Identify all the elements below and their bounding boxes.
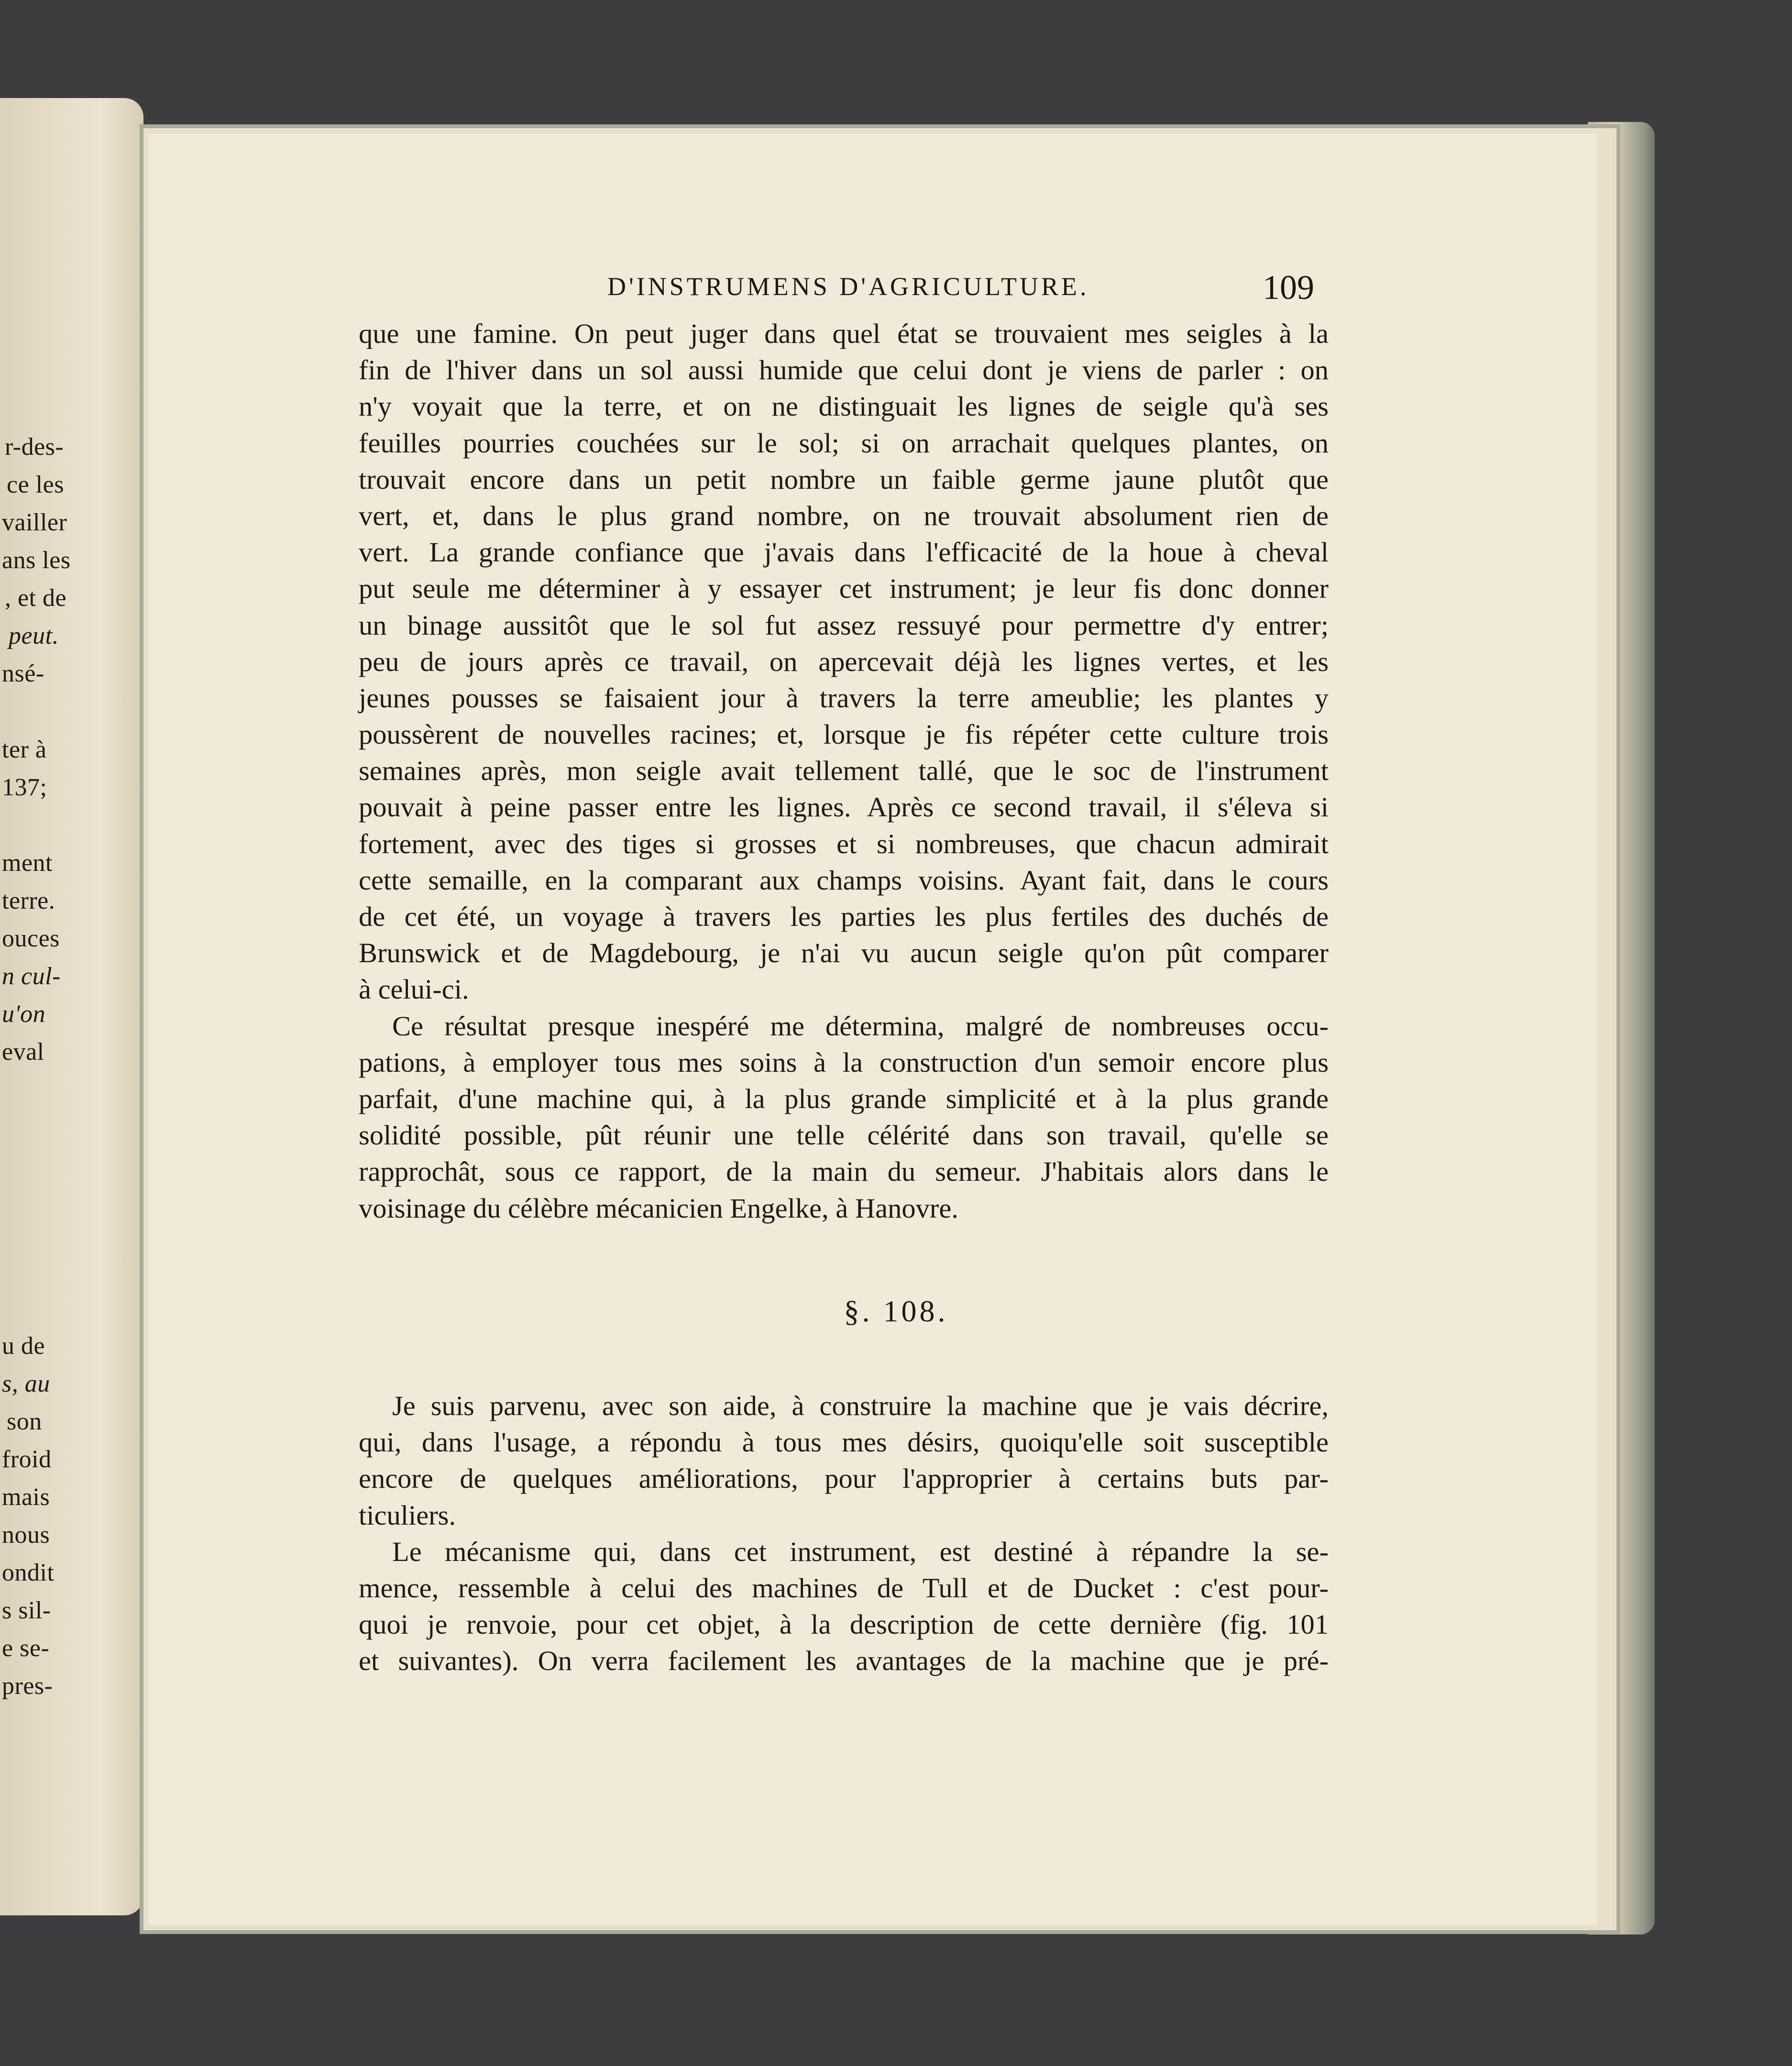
- facing-page-fragment: son: [7, 1408, 42, 1435]
- text-line: feuilles pourries couchées sur le sol; si on arrachait quelques plantes, on: [359, 427, 1329, 459]
- facing-page-fragment: ondit: [2, 1559, 55, 1586]
- text-line: jeunes pousses se faisaient jour à travers la terre ameublie; les plantes y: [359, 682, 1329, 714]
- text-line: vert. La grande confiance que j'avais dans l'efficacité de la houe à cheval: [359, 537, 1329, 568]
- text-line: de cet été, un voyage à travers les parties les plus fertiles des duchés de: [359, 901, 1329, 932]
- paragraph: [359, 1388, 1329, 1534]
- facing-page-fragment: vailler: [2, 509, 67, 536]
- running-header: D'INSTRUMENS D'AGRICULTURE.: [607, 272, 1089, 301]
- facing-page-fragment: nsé-: [2, 660, 44, 687]
- facing-page-fragment: ouces: [2, 925, 60, 952]
- text-line: solidité possible, pût réunir une telle célérité dans son travail, qu'elle se: [359, 1120, 1329, 1151]
- text-line: fortement, avec des tiges si grosses et si nombreuses, que chacun admirait: [359, 828, 1329, 859]
- facing-page-fragment: u'on: [2, 1000, 46, 1028]
- facing-page-fragment: n cul-: [2, 963, 61, 990]
- facing-page-fragment: 137;: [2, 774, 47, 801]
- text-line: n'y voyait que la terre, et on ne distinguait les lignes de seigle qu'à ses: [359, 391, 1329, 422]
- facing-page-fragment: s sil-: [2, 1597, 51, 1624]
- page-number: 109: [1263, 268, 1314, 307]
- text-line: Brunswick et de Magdebourg, je n'ai vu aucun seigle qu'on pût comparer: [359, 937, 1329, 969]
- text-line: encore de quelques améliorations, pour l'approprier à certains buts par-: [359, 1463, 1329, 1495]
- text-line: poussèrent de nouvelles racines; et, lorsque je fis répéter cette culture trois: [359, 719, 1329, 750]
- facing-page-fragment: eval: [2, 1038, 44, 1066]
- text-line: trouvait encore dans un petit nombre un faible germe jaune plutôt que: [359, 463, 1329, 495]
- facing-page-fragment: froid: [2, 1446, 52, 1473]
- facing-page-fragment: ter à: [2, 736, 47, 763]
- text-line: cette semaille, en la comparant aux champs voisins. Ayant fait, dans le cours: [359, 864, 1329, 896]
- paragraph: [359, 1008, 1329, 1227]
- text-line: quoi je renvoie, pour cet objet, à la description de cette dernière (fig. 101: [359, 1609, 1329, 1640]
- facing-page-fragment: r-des-: [5, 433, 64, 461]
- text-line: mence, ressemble à celui des machines de Tull et de Ducket : c'est pour-: [359, 1572, 1329, 1604]
- text-line: vert, et, dans le plus grand nombre, on ne trouvait absolument rien de: [359, 500, 1329, 531]
- facing-page-edge: [0, 98, 143, 1915]
- text-line: et suivantes). On verra facilement les avantages de la machine que je pré-: [359, 1645, 1329, 1677]
- facing-page-fragment: terre.: [2, 887, 55, 914]
- text-line: semaines après, mon seigle avait tellement tallé, que le soc de l'instrument: [359, 755, 1329, 787]
- facing-page-fragment: peut.: [9, 622, 59, 649]
- facing-page-fragment: , et de: [5, 584, 67, 612]
- text-line: Le mécanisme qui, dans cet instrument, est destiné à répandre la se-: [392, 1536, 1329, 1567]
- text-line: peu de jours après ce travail, on apercevait déjà les lignes vertes, et les: [359, 646, 1329, 677]
- text-line: que une famine. On peut juger dans quel état se trouvaient mes seigles à la: [359, 318, 1329, 349]
- facing-page-fragment: ment: [2, 849, 53, 877]
- facing-page-fragment: s, au: [2, 1370, 50, 1397]
- text-line: pouvait à peine passer entre les lignes. Après ce second travail, il s'éleva si: [359, 791, 1329, 823]
- text-line: voisinage du célèbre mécanicien Engelke, à Hanovre.: [359, 1192, 958, 1224]
- facing-page-fragment: mais: [2, 1484, 50, 1511]
- text-line: put seule me déterminer à y essayer cet instrument; je leur fis donc donner: [359, 573, 1329, 604]
- text-line: Je suis parvenu, avec son aide, à construire la machine que je vais décrire,: [392, 1390, 1329, 1421]
- paragraph: [359, 316, 1329, 1008]
- facing-page-fragment: u de: [2, 1332, 45, 1360]
- body-text-upper: [359, 316, 1329, 1227]
- facing-page-fragment: nous: [2, 1521, 50, 1549]
- facing-page-fragment: e se-: [2, 1635, 50, 1662]
- text-line: rapprochât, sous ce rapport, de la main du semeur. J'habitais alors dans le: [359, 1156, 1329, 1187]
- text-line: parfait, d'une machine qui, à la plus grande simplicité et à la plus grande: [359, 1083, 1329, 1114]
- text-line: à celui-ci.: [359, 974, 469, 1005]
- body-text-lower: [359, 1388, 1329, 1680]
- text-line: Ce résultat presque inespéré me détermina, malgré de nombreuses occu-: [392, 1010, 1329, 1042]
- text-line: qui, dans l'usage, a répondu à tous mes désirs, quoiqu'elle soit susceptible: [359, 1427, 1329, 1458]
- facing-page-fragment: pres-: [2, 1672, 53, 1700]
- facing-page-fragment: ans les: [2, 547, 71, 574]
- text-line: pations, à employer tous mes soins à la construction d'un semoir encore plus: [359, 1046, 1329, 1078]
- text-line: un binage aussitôt que le sol fut assez ressuyé pour permettre d'y entrer;: [359, 609, 1329, 641]
- paragraph: [359, 1534, 1329, 1680]
- text-line: fin de l'hiver dans un sol aussi humide que celui dont je viens de parler : on: [359, 354, 1329, 386]
- facing-page-fragment: ce les: [7, 471, 64, 498]
- section-heading: §. 108.: [844, 1294, 948, 1328]
- text-line: ticuliers.: [359, 1499, 456, 1531]
